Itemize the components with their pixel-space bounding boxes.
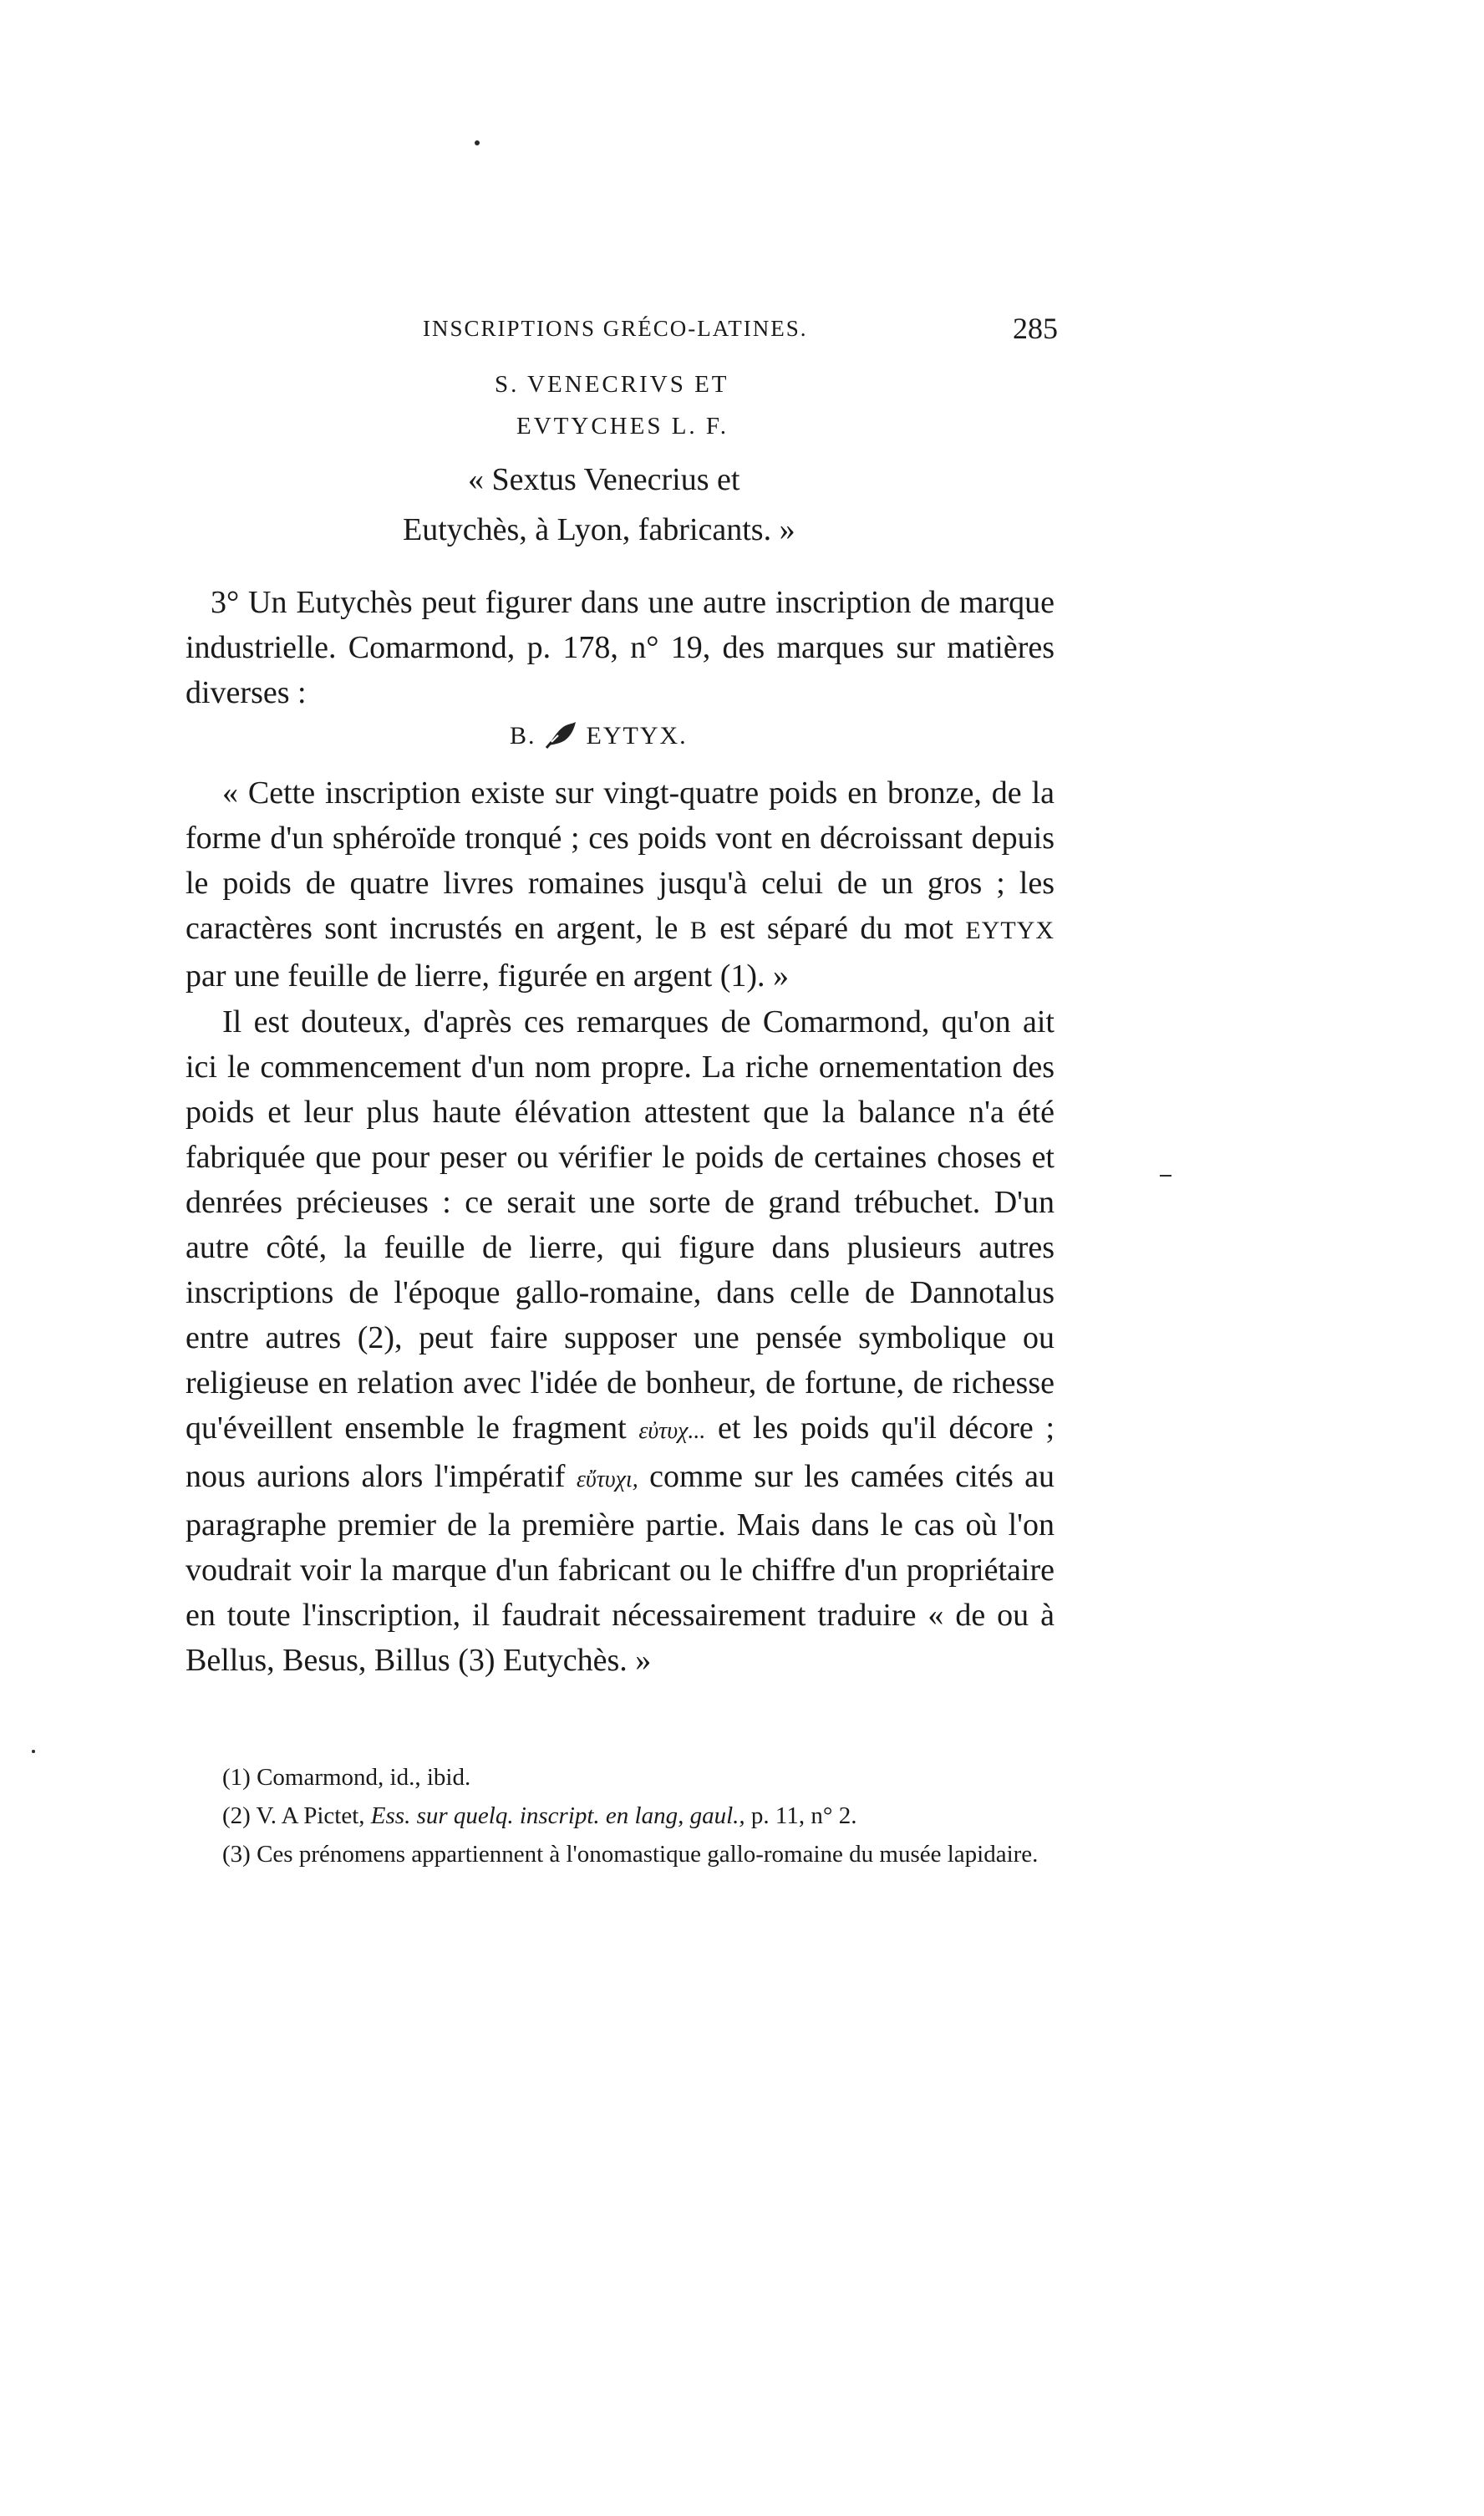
greek-fragment: εὐτυχ...	[638, 1418, 706, 1444]
paragraph-text	[186, 999, 1055, 1683]
translation-line-1: « Sextus Venecrius et	[468, 462, 740, 497]
text-run: est séparé du mot	[719, 911, 953, 946]
translation-line-2: Eutychès, à Lyon, fabricants. »	[403, 512, 795, 547]
paragraph-quote-comarmond	[186, 770, 1055, 999]
text-run: comme sur les camées cités au paragraphe premier de la première partie. Mais dans le cas où l'on voudrait voir la marque d'un fabricant ou le chiffre d'un propriétaire en toute l'inscription, il faudrait nécessairement traduire « de ou à Bellus, Besus, Billus (3) Eutychès. »	[186, 1459, 1055, 1678]
text-run: « Cette inscription existe sur vingt-quatre poids en bronze, de la forme d'un sphéroïde tronqué ; ces poids vont en décroissant depuis le poids de quatre livres romaines jusqu'à celui de un gros ; les caractères sont incrustés en argent, le	[186, 775, 1055, 946]
cited-title: Ess. sur quelq. inscript. en lang, gaul.,	[370, 1802, 745, 1829]
paragraph-discussion	[186, 999, 1055, 1683]
inscription-formula	[510, 720, 688, 755]
text-run: par une feuille de lierre, figurée en argent (1). »	[186, 958, 789, 994]
text-run: (2) V. A Pictet,	[222, 1802, 365, 1829]
greek-imperative: εὔτυχι,	[576, 1466, 638, 1492]
scan-speck	[1160, 1175, 1171, 1177]
running-title: INSCRIPTIONS GRÉCO-LATINES.	[423, 316, 808, 341]
scan-speck	[475, 140, 480, 145]
paragraph-text	[186, 770, 1055, 999]
page-number: 285	[1013, 312, 1058, 345]
inscription-line-2: EVTYCHES L. F.	[516, 413, 729, 440]
text-run: p. 11, n° 2.	[750, 1802, 857, 1829]
paragraph-marque	[186, 580, 1055, 715]
small-caps-b: B	[689, 917, 708, 944]
scan-speck	[32, 1750, 35, 1753]
text-run: et les poids qu'il décore ; nous aurions alors l'impératif	[186, 1410, 1055, 1494]
footnotes	[186, 1758, 1055, 1873]
page-header	[423, 311, 1058, 353]
formula-right: EYTYX.	[586, 721, 688, 750]
word-eytyx: EYTYX	[965, 917, 1055, 944]
inscription-line-1: S. VENECRIVS ET	[495, 371, 729, 398]
footnote-3: (3) Ces prénomens appartiennent à l'onomastique gallo-romaine du musée lapidaire.	[222, 1841, 1039, 1868]
footnote-1: (1) Comarmond, id., ibid.	[222, 1764, 471, 1791]
ivy-leaf-icon	[545, 720, 578, 755]
formula-left: B.	[510, 721, 536, 750]
paragraph-text: 3° Un Eutychès peut figurer dans une autre inscription de marque industrielle. Comarmond, p. 178, n° 19, des marques sur matières diverses :	[186, 585, 1055, 710]
text-run: Il est douteux, d'après ces remarques de Comarmond, qu'on ait ici le commencement d'un nom propre. La riche ornementation des poids et leur plus haute élévation attestent que la balance n'a été fabriquée que pour peser ou vérifier le poids de certaines choses et denrées précieuses : ce serait une sorte de grand trébuchet. D'un autre côté, la feuille de lierre, qui figure dans plusieurs autres inscriptions de l'époque gallo-romaine, dans celle de Dannotalus entre autres (2), peut faire supposer une pensée symbolique ou religieuse en relation avec l'idée de bonheur, de fortune, de richesse qu'éveillent ensemble le fragment	[186, 1004, 1055, 1446]
footnote-2	[186, 1797, 1055, 1835]
